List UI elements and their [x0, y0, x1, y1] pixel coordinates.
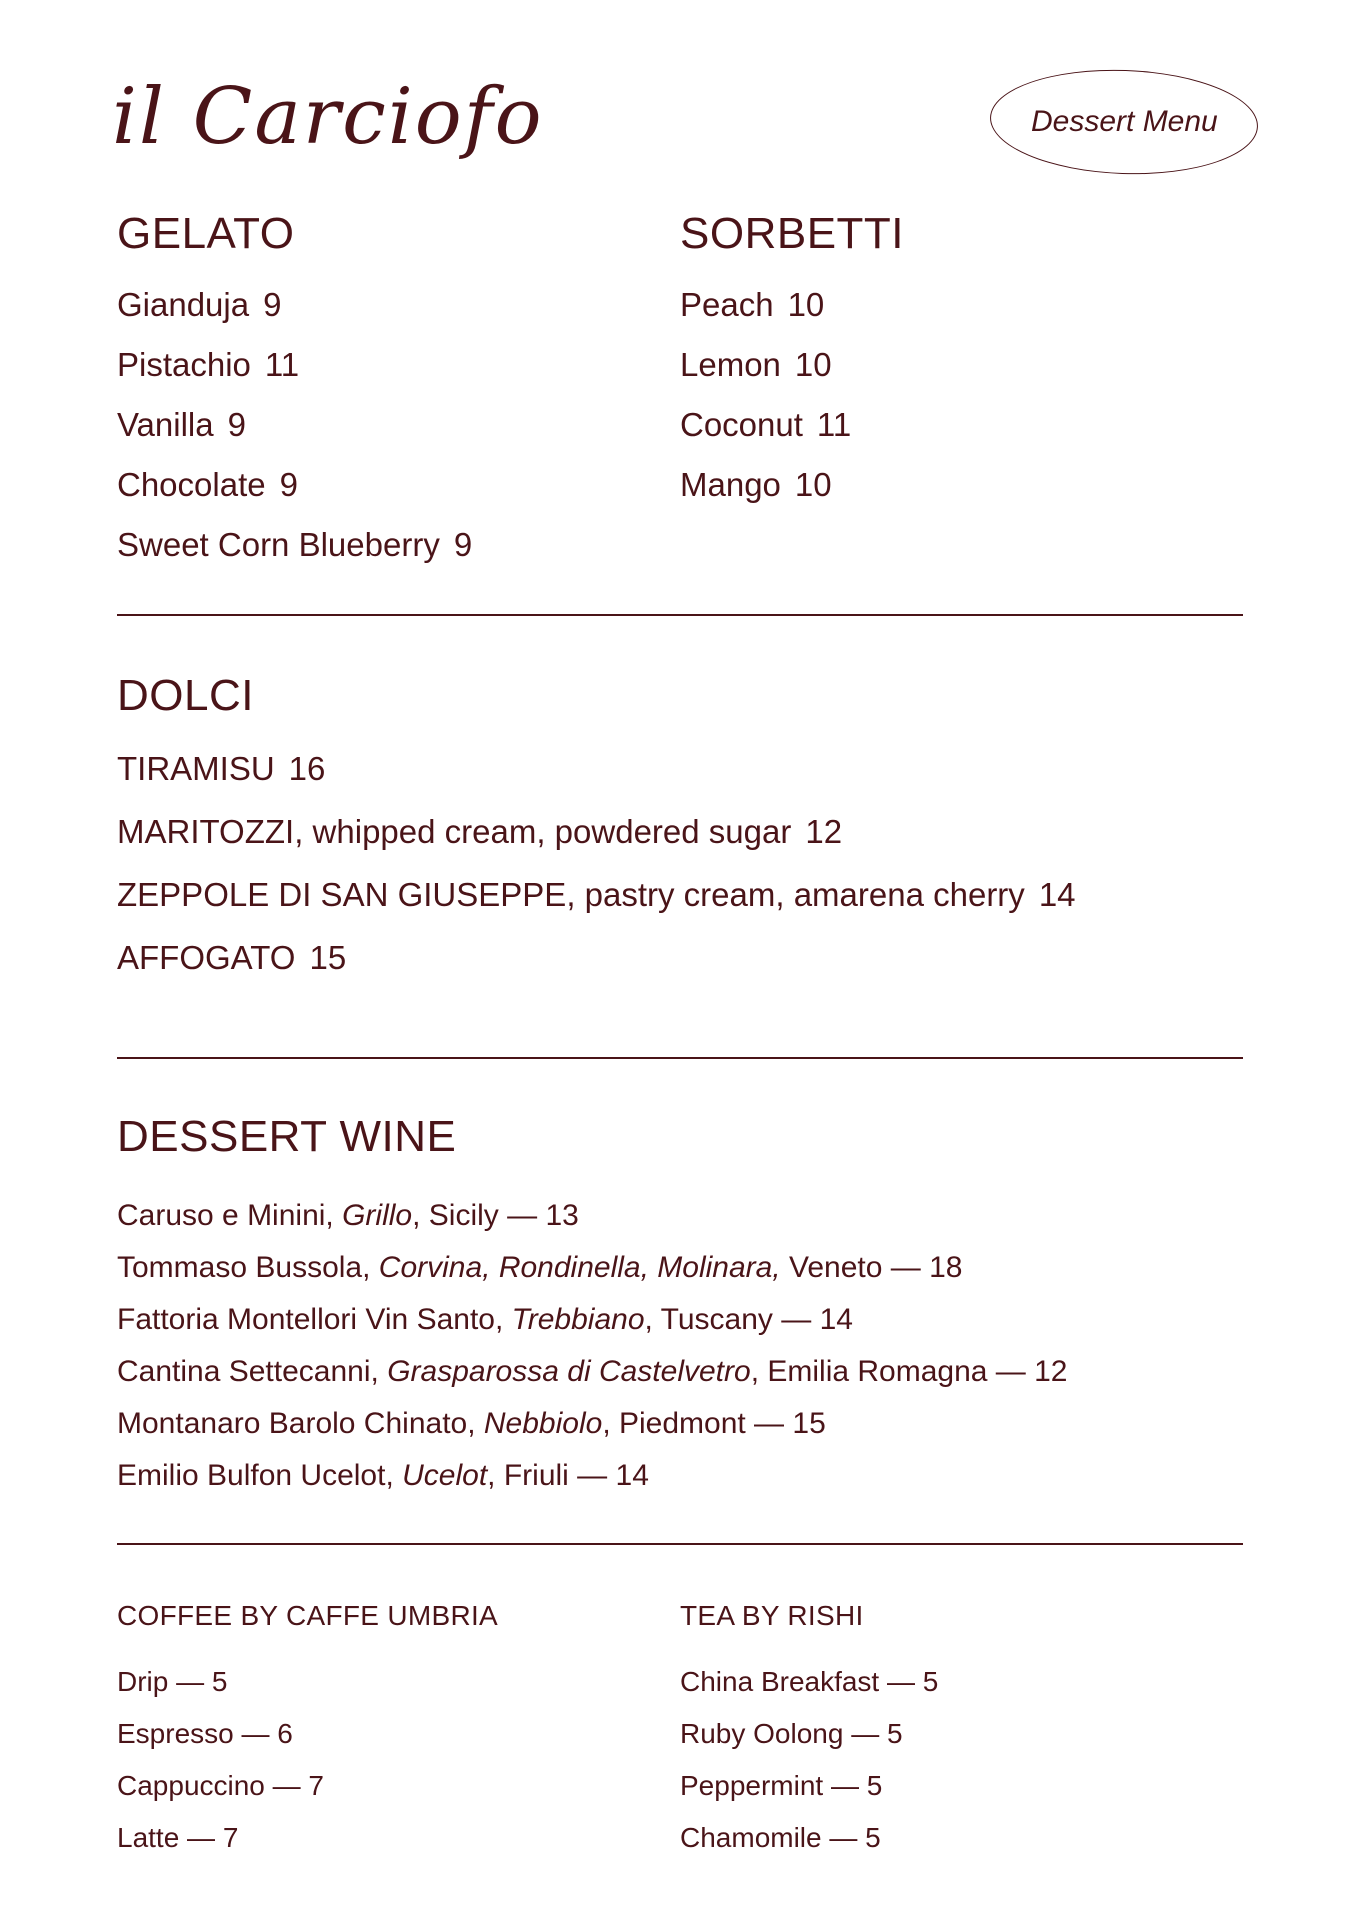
tea-heading: TEA BY RISHI — [680, 1600, 864, 1631]
list-item: AFFOGATO 15 — [117, 939, 347, 976]
dessert-wine-heading: DESSERT WINE — [117, 1112, 457, 1161]
list-item: Coconut 11 — [680, 406, 852, 443]
list-item: Pistachio 11 — [117, 346, 300, 383]
list-item: Montanaro Barolo Chinato, Nebbiolo, Piedmont — 15 — [117, 1407, 826, 1440]
restaurant-logo: il Carciofo — [112, 72, 544, 162]
dessert-wine-list — [117, 1190, 1068, 1502]
list-item: Caruso e Minini, Grillo, Sicily — 13 — [117, 1199, 579, 1232]
tea-list — [680, 1656, 938, 1864]
list-item: ZEPPOLE DI SAN GIUSEPPE, pastry cream, amarena cherry 14 — [117, 876, 1076, 913]
dolci-heading: DOLCI — [117, 671, 254, 720]
list-item: Sweet Corn Blueberry 9 — [117, 526, 473, 563]
section-divider — [117, 1057, 1243, 1059]
gelato-heading: GELATO — [117, 209, 295, 258]
sorbetti-heading: SORBETTI — [680, 209, 905, 258]
dessert-menu-badge — [988, 65, 1259, 178]
list-item: Ruby Oolong — 5 — [680, 1718, 903, 1749]
gelato-list — [117, 275, 472, 575]
sorbetti-list — [680, 275, 851, 515]
dolci-list — [117, 737, 1076, 989]
list-item: Fattoria Montellori Vin Santo, Trebbiano, Tuscany — 14 — [117, 1303, 853, 1336]
list-item: TIRAMISU 16 — [117, 750, 326, 787]
list-item: Gianduja 9 — [117, 286, 282, 323]
list-item: Drip — 5 — [117, 1666, 228, 1697]
coffee-heading: COFFEE BY CAFFE UMBRIA — [117, 1600, 499, 1631]
list-item: China Breakfast — 5 — [680, 1666, 939, 1697]
list-item: Chamomile — 5 — [680, 1822, 881, 1853]
list-item: Peach 10 — [680, 286, 825, 323]
badge-label: Dessert Menu — [1030, 105, 1218, 138]
list-item: Emilio Bulfon Ucelot, Ucelot, Friuli — 14 — [117, 1459, 649, 1492]
list-item: Peppermint — 5 — [680, 1770, 883, 1801]
section-divider — [117, 614, 1243, 616]
list-item: Cantina Settecanni, Grasparossa di Castelvetro, Emilia Romagna — 12 — [117, 1355, 1068, 1388]
list-item: MARITOZZI, whipped cream, powdered sugar 12 — [117, 813, 843, 850]
list-item: Cappuccino — 7 — [117, 1770, 325, 1801]
list-item: Chocolate 9 — [117, 466, 298, 503]
list-item: Vanilla 9 — [117, 406, 246, 443]
section-divider — [117, 1543, 1243, 1545]
coffee-list — [117, 1656, 324, 1864]
list-item: Mango 10 — [680, 466, 832, 503]
list-item: Lemon 10 — [680, 346, 832, 383]
list-item: Latte — 7 — [117, 1822, 239, 1853]
list-item: Espresso — 6 — [117, 1718, 293, 1749]
list-item: Tommaso Bussola, Corvina, Rondinella, Molinara, Veneto — 18 — [117, 1251, 963, 1284]
